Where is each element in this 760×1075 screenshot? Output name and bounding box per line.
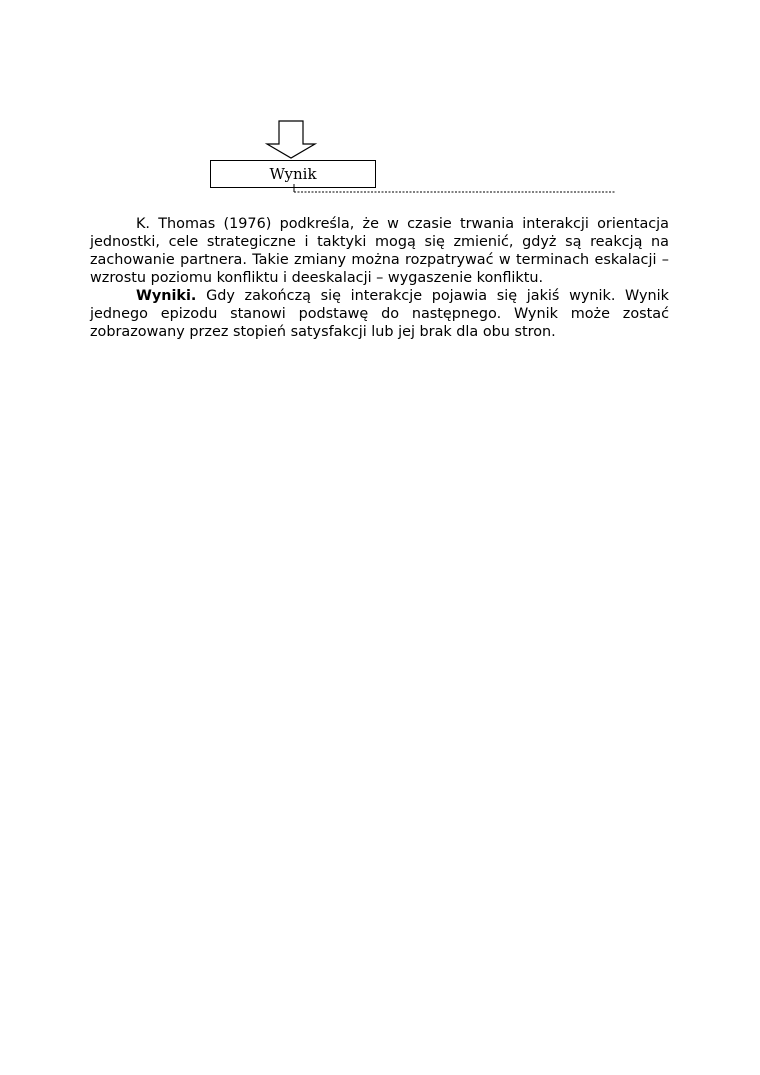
results-text: Gdy zakończą się interakcje pojawia się jakiś wynik. Wynik jednego epizodu stanowi podstawę do następnego. Wynik może zostać zobrazowany przez stopień satysfakcji lub jej brak dla obu stron.	[90, 288, 669, 340]
paragraph-results	[90, 287, 669, 341]
body-text	[90, 215, 669, 341]
result-box-label: Wynik	[269, 165, 317, 183]
results-heading: Wyniki.	[136, 288, 197, 304]
paragraph-thomas: K. Thomas (1976) podkreśla, że w czasie trwania interakcji orientacja jednostki, cele strategiczne i taktyki mogą się zmienić, gdyż są reakcją na zachowanie partnera. Takie zmiany można rozpatrywać w terminach eskalacji – wzrostu poziomu konfliktu i deeskalacji – wygaszenie konfliktu.	[90, 216, 669, 286]
dashed-connector-line	[293, 184, 617, 194]
down-arrow-icon	[264, 120, 318, 160]
